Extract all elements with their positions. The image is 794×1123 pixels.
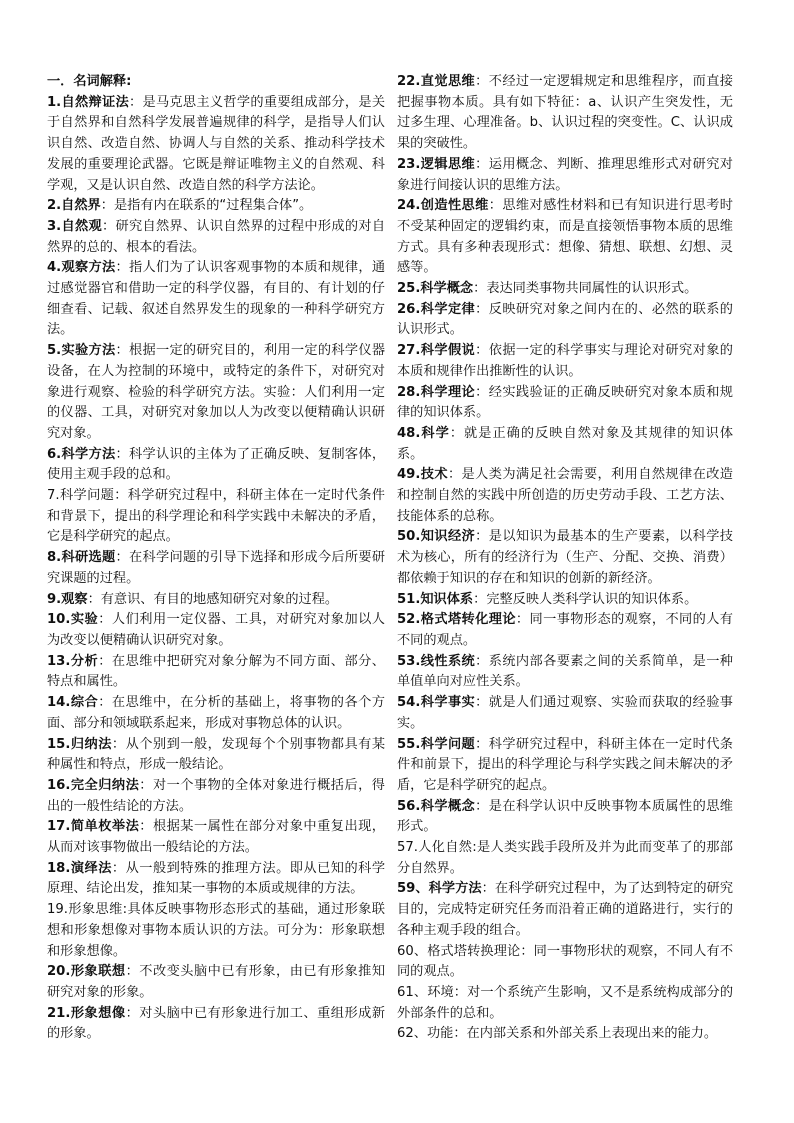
entry-separator: ： xyxy=(139,819,153,835)
entry-term: 4.观察方法 xyxy=(47,260,116,276)
entry-definition: 根据一定的研究目的，利用一定的科学仪器设备，在人为控制的环境中，或特定的条件下，对研究对象进行观察、检验的科学研究方法。实验：人们利用一定的仪器、工具，对研究对象加以人为改变以便精确认识研究对象。 xyxy=(47,343,386,441)
entry-definition: 完整反映人类科学认识的知识体系。 xyxy=(486,591,698,607)
entry-definition: 在科学研究过程中，为了达到特定的研究目的，完成特定研究任务而沿着正确的道路进行，实行的各种主观手段的组合。 xyxy=(397,881,734,938)
entry-definition: 是指有内在联系的“过程集合体”。 xyxy=(113,198,313,214)
entry-definition: 对头脑中已有形象进行加工、重组形成新的形象。 xyxy=(47,1005,386,1042)
definition-entry xyxy=(47,776,385,817)
entry-separator: ： xyxy=(475,384,489,400)
entry-definition: 对一个事物的全体对象进行概括后，得出的一般性结论的方法。 xyxy=(47,777,385,814)
entry-definition: 根据某一属性在部分对象中重复出现，从而对该事物做出一般结论的方法。 xyxy=(47,819,385,856)
entry-definition: 科学认识的主体为了正确反映、复制客体，使用主观手段的总和。 xyxy=(47,446,386,483)
definition-entry xyxy=(47,817,385,858)
entry-separator: ： xyxy=(139,777,153,793)
entry-separator: ： xyxy=(453,984,468,1000)
entry-definition: 是在科学认识中反映事物本质属性的思维形式。 xyxy=(397,798,733,835)
entry-separator: ： xyxy=(115,550,129,566)
definition-entry xyxy=(397,942,733,983)
entry-term: 14.综合 xyxy=(47,695,99,711)
entry-term: 13.分析 xyxy=(47,653,99,669)
entry-separator: ： xyxy=(475,301,489,317)
entry-definition: 在内部关系和外部关系上表现出来的能力。 xyxy=(466,1026,718,1042)
entry-term: 7.科学问题 xyxy=(47,488,115,504)
entry-separator: : xyxy=(122,902,128,918)
entry-definition: 就是正确的反映自然对象及其规律的知识体系。 xyxy=(397,425,734,462)
entry-term: 6.科学方法 xyxy=(47,446,116,462)
entry-separator: ： xyxy=(475,343,489,359)
entry-definition: 科学研究过程中，科研主体在一定时代条件和前景下，提出的科学理论与科学实践之间未解决的矛盾，它是科学研究的起点。 xyxy=(397,736,733,793)
entry-term: 15.归纳法 xyxy=(47,736,112,752)
entry-term: 21.形象想像 xyxy=(47,1005,126,1021)
entry-separator: ： xyxy=(453,1026,467,1042)
entry-term: 8.科研选题 xyxy=(47,550,116,566)
entry-separator: : xyxy=(472,840,477,856)
entry-term: 50.知识经济 xyxy=(397,529,476,545)
entry-term: 9.观察 xyxy=(47,591,88,607)
definition-entry xyxy=(397,155,733,196)
definition-entry xyxy=(47,1004,385,1045)
definition-entry xyxy=(47,962,385,1003)
definition-entry xyxy=(397,300,733,341)
entry-term: 16.完全归纳法 xyxy=(47,777,140,793)
entry-definition: 是以知识为最基本的生产要素，以科学技术为核心，所有的经济行为（生产、分配、交换、消费）都依赖于知识的存在和知识的创新的新经济。 xyxy=(397,529,733,586)
definition-entry xyxy=(47,590,385,611)
entry-definition: 思维对感性材料和已有知识进行思考时不受某种固定的逻辑约束，而是直接领悟事物本质的思维方式。具有多种表现形式：想像、猜想、联想、幻想、灵感等。 xyxy=(397,198,733,276)
entry-term: 54.科学事实 xyxy=(397,695,476,711)
entry-term: 60、格式塔转换理论 xyxy=(397,943,521,959)
entry-separator: ： xyxy=(114,488,128,504)
entry-term: 62、功能 xyxy=(397,1026,454,1042)
definition-entry xyxy=(397,983,733,1024)
entry-term: 1.自然辩证法 xyxy=(47,94,129,110)
definition-entry xyxy=(397,797,733,838)
entry-term: 57.人化自然 xyxy=(397,840,473,856)
definition-entry xyxy=(397,424,733,465)
entry-separator: ： xyxy=(475,529,489,545)
entry-separator: ： xyxy=(98,695,112,711)
entry-definition: 从一般到特殊的推理方法。即从已知的科学原理、结论出发，推知某一事物的本质或规律的方法。 xyxy=(47,860,386,897)
right-column xyxy=(397,72,733,1045)
entry-term: 52.格式塔转化理论 xyxy=(397,612,516,628)
entry-definition: 就是人们通过观察、实验而获取的经验事实。 xyxy=(397,695,733,731)
entry-separator: ： xyxy=(98,612,112,628)
entry-separator: ： xyxy=(515,612,530,628)
right-entry-list xyxy=(397,72,733,1045)
entry-definition: 人们利用一定仪器、工具，对研究对象加以人为改变以便精确认识研究对象。 xyxy=(47,612,385,648)
entry-separator: ： xyxy=(128,94,143,110)
entry-term: 49.技术 xyxy=(397,467,448,483)
entry-term: 25.科学概念 xyxy=(397,281,474,297)
entry-definition: 同一事物形态的观察，不同的人有不同的观点。 xyxy=(397,612,733,648)
entry-definition: 是人类实践手段所及并为此而变革了的那部分自然界。 xyxy=(397,840,733,876)
entry-term: 23.逻辑思维 xyxy=(397,156,476,172)
entry-separator: ： xyxy=(101,218,116,234)
left-column xyxy=(47,72,385,1045)
entry-term: 22.直觉思维 xyxy=(397,74,476,89)
entry-definition: 表达同类事物共同属性的认识形式。 xyxy=(486,281,698,297)
entry-definition: 对一个系统产生影响，又不是系统构成部分的外部条件的总和。 xyxy=(397,984,734,1021)
definition-entry xyxy=(47,900,385,962)
definition-entry xyxy=(47,486,385,548)
section-heading: 一．名词解释: xyxy=(47,74,132,89)
entry-definition: 依据一定的科学事实与理论对研究对象的本质和规律作出推断性的认识。 xyxy=(397,343,733,379)
definition-entry xyxy=(47,652,385,693)
definition-entry xyxy=(47,258,385,341)
entry-term: 55.科学问题 xyxy=(397,736,476,752)
entry-separator: ： xyxy=(481,881,495,897)
entry-term: 28.科学理论 xyxy=(397,384,476,400)
definition-entry xyxy=(397,72,733,155)
entry-term: 61、环境 xyxy=(397,984,454,1000)
entry-term: 56.科学概念 xyxy=(397,798,476,814)
definition-entry xyxy=(397,196,733,279)
entry-definition: 有意识、有目的地感知研究对象的过程。 xyxy=(100,591,339,607)
entry-separator: ： xyxy=(475,798,489,814)
entry-separator: ： xyxy=(87,591,101,607)
definition-entry xyxy=(397,610,733,651)
definition-entry xyxy=(47,196,385,217)
entry-term: 51.知识体系 xyxy=(397,591,474,607)
entry-term: 3.自然观 xyxy=(47,218,102,234)
entry-separator: ： xyxy=(473,591,487,607)
definition-entry xyxy=(397,341,733,382)
definition-entry xyxy=(47,735,385,776)
entry-separator: ： xyxy=(98,653,112,669)
definition-entry xyxy=(47,610,385,651)
entry-separator: ： xyxy=(111,860,126,876)
entry-definition: 反映研究对象之间内在的、必然的联系的认识形式。 xyxy=(397,301,733,338)
entry-separator: ： xyxy=(125,964,140,980)
definition-entry xyxy=(47,93,385,197)
definition-entry xyxy=(47,445,385,486)
entry-definition: 运用概念、判断、推理思维形式对研究对象进行间接认识的思维方法。 xyxy=(397,156,733,193)
entry-term: 59、科学方法 xyxy=(397,881,482,897)
entry-separator: ： xyxy=(475,653,489,669)
entry-term: 17.简单枚举法 xyxy=(47,819,140,835)
entry-term: 26.科学定律 xyxy=(397,301,476,317)
definition-entry xyxy=(47,548,385,589)
entry-term: 53.线性系统 xyxy=(397,653,476,669)
entry-definition: 在思维中把研究对象分解为不同方面、部分、特点和属性。 xyxy=(47,653,385,690)
entry-separator: ： xyxy=(475,695,489,711)
definition-entry xyxy=(397,527,733,589)
entry-definition: 具体反映事物形态形式的基础，通过形象联想和形象想像对事物本质认识的方法。可分为：形象联想和形象想像。 xyxy=(47,902,385,959)
entry-separator: ： xyxy=(475,736,489,752)
entry-separator: ： xyxy=(475,156,489,172)
entry-definition: 指人们为了认识客观事物的本质和规律，通过感觉器官和借助一定的科学仪器，有目的、有计划的仔细查看、记载、叙述自然界发生的现象的一种科学研究方法。 xyxy=(47,260,386,338)
entry-separator: ： xyxy=(449,425,465,441)
left-entry-list xyxy=(47,93,385,1045)
entry-term: 24.创造性思维 xyxy=(397,198,489,214)
entry-definition: 从个别到一般，发现每个个别事物都具有某种属性和特点，形成一般结论。 xyxy=(47,736,386,773)
entry-separator: ： xyxy=(115,260,129,276)
entry-separator: ： xyxy=(447,467,462,483)
entry-separator: ： xyxy=(473,281,487,297)
entry-definition: 在科学问题的引导下选择和形成今后所要研究课题的过程。 xyxy=(47,550,386,586)
definition-entry xyxy=(397,590,733,611)
definition-entry xyxy=(397,1024,733,1045)
entry-definition: 同一事物形状的观察，不同人有不同的观点。 xyxy=(397,943,734,980)
entry-definition: 科学研究过程中，科研主体在一定时代条件和背景下，提出的科学理论和科学实践中未解决的矛盾，它是科学研究的起点。 xyxy=(47,488,385,545)
definition-entry xyxy=(397,652,733,693)
entry-term: 48.科学 xyxy=(397,425,450,441)
entry-separator: ： xyxy=(520,943,534,959)
entry-definition: 经实践验证的正确反映研究对象本质和规律的知识体系。 xyxy=(397,384,733,421)
definition-entry xyxy=(397,838,733,879)
definition-entry xyxy=(397,279,733,300)
entry-separator: ： xyxy=(488,198,503,214)
entry-definition: 研究自然界、认识自然界的过程中形成的对自然界的总的、根本的看法。 xyxy=(47,218,386,255)
definition-entry xyxy=(397,465,733,527)
entry-definition: 在思维中，在分析的基础上，将事物的各个方面、部分和领域联系起来，形成对事物总体的认识。 xyxy=(47,695,385,731)
entry-separator: ： xyxy=(115,446,129,462)
entry-definition: 不经过一定逻辑规定和思维程序，而直接把握事物本质。具有如下特征：a、认识产生突发性，无过多生理、心理准备。b、认识过程的突变性。C、认识成果的突破性。 xyxy=(397,74,733,152)
definition-entry xyxy=(47,341,385,445)
entry-term: 5.实验方法 xyxy=(47,343,116,359)
definition-entry xyxy=(47,693,385,734)
entry-separator: ： xyxy=(100,198,114,214)
entry-term: 18.演绎法 xyxy=(47,860,112,876)
definition-entry xyxy=(397,693,733,734)
entry-definition: 系统内部各要素之间的关系简单，是一种单值单向对应性关系。 xyxy=(397,653,733,690)
definition-entry xyxy=(397,735,733,797)
entry-term: 2.自然界 xyxy=(47,198,101,214)
entry-term: 19.形象思维 xyxy=(47,902,123,918)
entry-separator: ： xyxy=(475,74,489,89)
definition-entry xyxy=(47,217,385,258)
definition-entry xyxy=(397,879,733,941)
definition-entry xyxy=(397,383,733,424)
entry-term: 20.形象联想 xyxy=(47,964,126,980)
entry-separator: ： xyxy=(125,1005,140,1021)
entry-definition: 是马克思主义哲学的重要组成部分，是关于自然界和自然科学发展普遍规律的科学，是指导人们认识自然、改造自然、协调人与自然的关系、推动科学技术发展的重要理论武器。它既是辩证唯物主义的自然观、科学观，又是认识自然、改造自然的科学方法论。 xyxy=(47,94,386,193)
entry-term: 27.科学假说 xyxy=(397,343,476,359)
entry-separator: ： xyxy=(115,343,129,359)
entry-definition: 是人类为满足社会需要，利用自然规律在改造和控制自然的实践中所创造的历史劳动手段、工艺方法、技能体系的总称。 xyxy=(397,467,733,524)
entry-separator: ： xyxy=(111,736,126,752)
entry-definition: 不改变头脑中已有形象，由已有形象推知研究对象的形象。 xyxy=(47,964,386,1000)
definition-entry xyxy=(47,859,385,900)
entry-term: 10.实验 xyxy=(47,612,99,628)
